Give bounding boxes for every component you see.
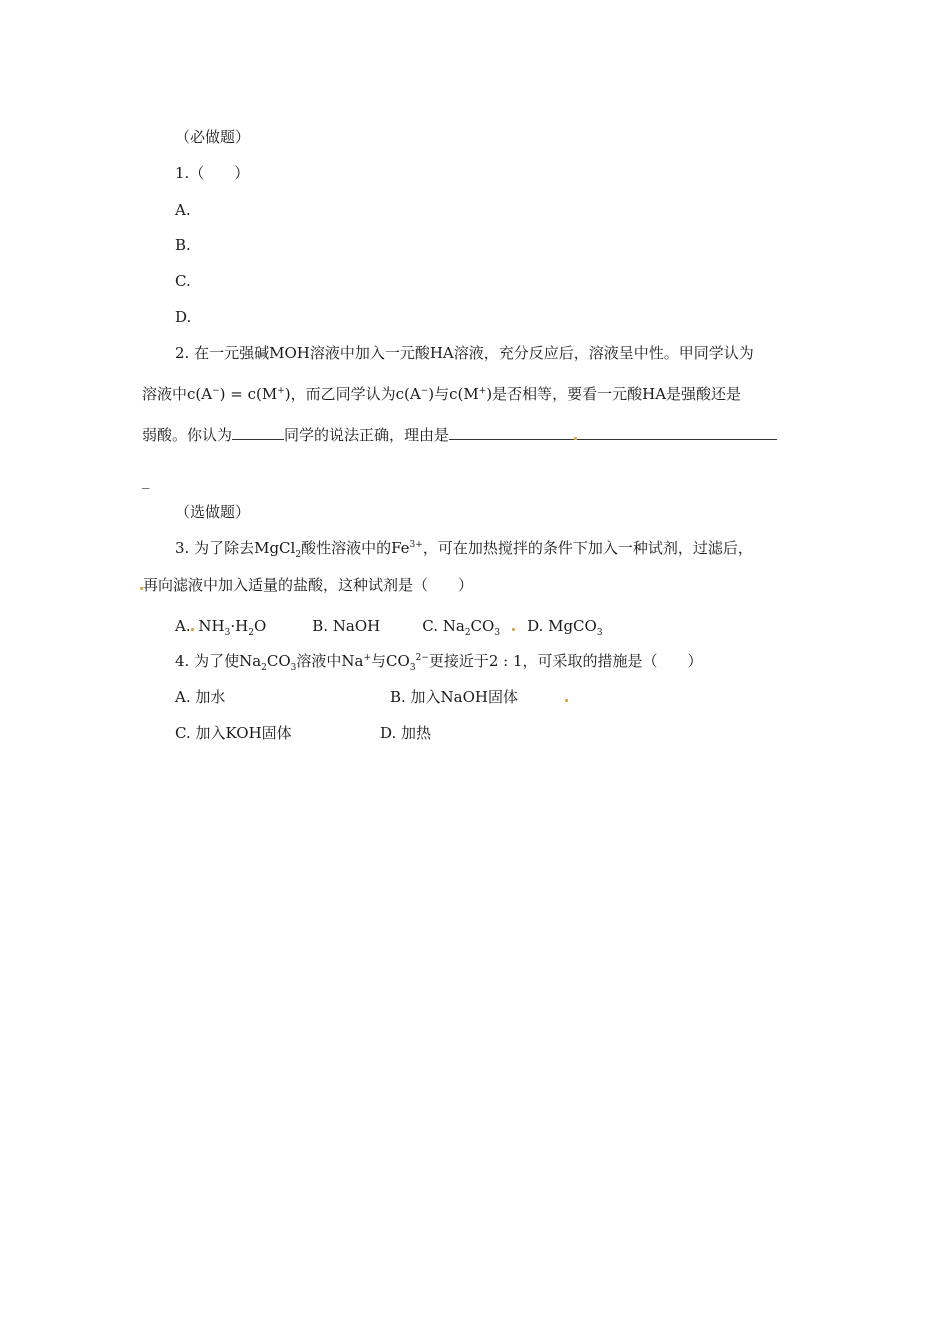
question-4-option-d: D. 加热 xyxy=(380,724,432,742)
q2-text: )与c(M xyxy=(428,385,479,403)
answer-blank-student[interactable] xyxy=(232,425,284,440)
answer-blank-reason-2[interactable] xyxy=(577,425,777,440)
q3-text: 酸性溶液中的Fe xyxy=(301,539,410,557)
section-optional-heading: （选做题） xyxy=(175,503,251,521)
question-1-option-c: C. xyxy=(175,272,191,290)
q2-text: 弱酸。你认为 xyxy=(142,426,233,444)
section-required-heading: （必做题） xyxy=(175,128,251,146)
q3-text: 再向滤液中加入适量的盐酸，这种试剂是（ ） xyxy=(143,576,474,594)
answer-blank-reason-1[interactable] xyxy=(449,425,574,440)
question-4-option-a: A. 加水 xyxy=(175,688,226,706)
question-2-line-3 xyxy=(142,425,777,445)
mark-dot-line xyxy=(565,687,568,707)
q3-sub: 2 xyxy=(295,550,302,560)
q3-text: ，可在加热搅拌的条件下加入一种试剂，过滤后， xyxy=(422,539,753,557)
question-3-line-2 xyxy=(140,575,473,595)
mark-dot xyxy=(191,628,194,631)
question-3-options xyxy=(175,616,603,636)
q3-sup: 3+ xyxy=(409,540,423,550)
mark-dot xyxy=(512,628,515,631)
q2-text: )是否相等，要看一元酸HA是强酸还是 xyxy=(486,385,742,403)
question-3-line-1 xyxy=(175,538,753,558)
question-2-line-1: 2. 在一元强碱MOH溶液中加入一元酸HA溶液，充分反应后，溶液呈中性。甲同学认为 xyxy=(175,344,754,362)
q2-text: 溶液中c(A xyxy=(142,385,213,403)
q2-sup: − xyxy=(212,386,220,396)
question-4-stem: 4. 为了使$Na_2CO_3$溶液中Na+与$CO_3^{2-}$更接近于2 : 1，可采取的措施是（ ） xyxy=(175,652,703,673)
question-2-line-4: _ xyxy=(142,471,150,489)
q3-text: 3. 为了除去MgCl xyxy=(175,539,296,557)
q3-option-c: C. $Na_2CO_3$ xyxy=(422,617,501,638)
q2-text: 同学的说法正确，理由是 xyxy=(284,426,450,444)
q3-option-a: $NH_3\cdot H_2O$ xyxy=(198,617,267,638)
question-2-line-2 xyxy=(142,384,741,404)
question-1-option-d: D. xyxy=(175,308,192,326)
q2-sup: + xyxy=(277,386,285,396)
question-4-option-c: C. 加入KOH固体 xyxy=(175,724,292,742)
q2-text: )，而乙同学认为c(A xyxy=(284,385,421,403)
q2-text: ) = c(M xyxy=(219,385,278,403)
question-1-option-a: A. xyxy=(175,201,191,219)
mark-dot xyxy=(565,699,568,702)
question-1-option-b: B. xyxy=(175,236,191,254)
q3-option-b: B. NaOH xyxy=(312,617,381,635)
q2-sup: + xyxy=(478,386,487,396)
question-1-stem: 1.（ ） xyxy=(175,164,250,182)
question-4-option-b: B. 加入NaOH固体 xyxy=(390,688,519,706)
q3-option-a-label: A. xyxy=(175,617,191,635)
q2-sup: − xyxy=(420,386,429,396)
q3-option-d: D. MgCO$_3$ xyxy=(527,617,603,638)
